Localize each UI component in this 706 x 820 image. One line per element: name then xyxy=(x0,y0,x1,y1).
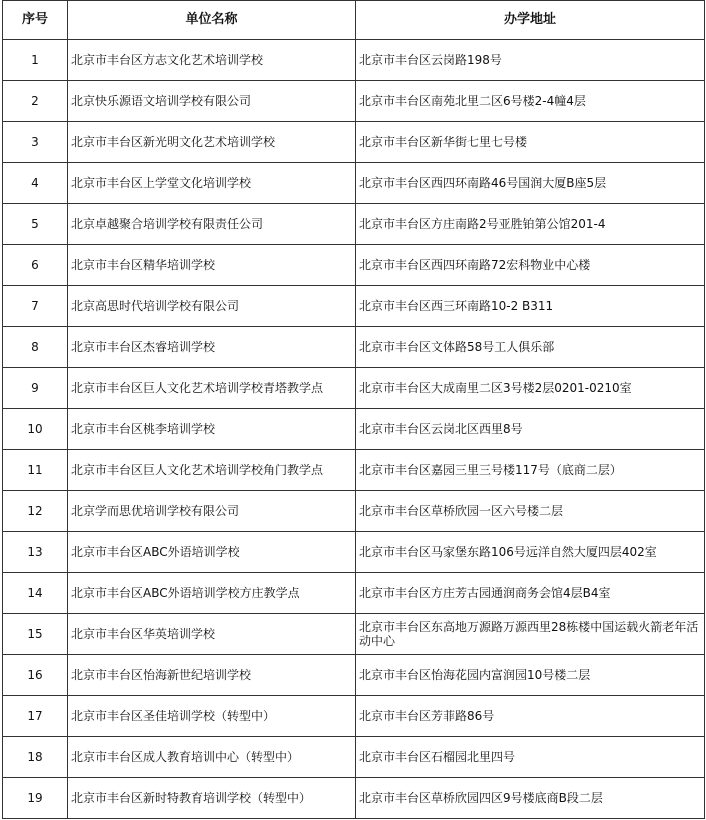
header-name: 单位名称 xyxy=(68,1,356,40)
table-row xyxy=(3,737,705,778)
table-row xyxy=(3,163,705,204)
row-index: 18 xyxy=(3,737,68,778)
school-name: 北京市丰台区ABC外语培训学校 xyxy=(68,532,356,573)
table-row xyxy=(3,409,705,450)
table-row xyxy=(3,696,705,737)
school-name: 北京市丰台区巨人文化艺术培训学校角门教学点 xyxy=(68,450,356,491)
table-row xyxy=(3,450,705,491)
school-name: 北京学而思优培训学校有限公司 xyxy=(68,491,356,532)
table-row xyxy=(3,81,705,122)
school-address: 北京市丰台区草桥欣园一区六号楼二层 xyxy=(356,491,705,532)
school-address: 北京市丰台区云岗北区西里8号 xyxy=(356,409,705,450)
row-index: 5 xyxy=(3,204,68,245)
table-row xyxy=(3,655,705,696)
school-name: 北京市丰台区桃李培训学校 xyxy=(68,409,356,450)
school-address: 北京市丰台区大成南里二区3号楼2层0201-0210室 xyxy=(356,368,705,409)
school-address: 北京市丰台区南苑北里二区6号楼2-4幢4层 xyxy=(356,81,705,122)
school-address: 北京市丰台区嘉园三里三号楼117号（底商二层） xyxy=(356,450,705,491)
table-row xyxy=(3,491,705,532)
school-address: 北京市丰台区西四环南路46号国润大厦B座5层 xyxy=(356,163,705,204)
school-name: 北京市丰台区方志文化艺术培训学校 xyxy=(68,40,356,81)
school-address: 北京市丰台区草桥欣园四区9号楼底商B段二层 xyxy=(356,778,705,819)
school-name: 北京市丰台区新光明文化艺术培训学校 xyxy=(68,122,356,163)
row-index: 7 xyxy=(3,286,68,327)
header-row xyxy=(3,1,705,40)
header-index: 序号 xyxy=(3,1,68,40)
row-index: 13 xyxy=(3,532,68,573)
school-name: 北京市丰台区精华培训学校 xyxy=(68,245,356,286)
school-address: 北京市丰台区石榴园北里四号 xyxy=(356,737,705,778)
row-index: 11 xyxy=(3,450,68,491)
table-row xyxy=(3,204,705,245)
school-address: 北京市丰台区方庄南路2号亚胜铂第公馆201-4 xyxy=(356,204,705,245)
row-index: 19 xyxy=(3,778,68,819)
school-name: 北京市丰台区怡海新世纪培训学校 xyxy=(68,655,356,696)
row-index: 12 xyxy=(3,491,68,532)
row-index: 16 xyxy=(3,655,68,696)
school-address: 北京市丰台区怡海花园内富润园10号楼二层 xyxy=(356,655,705,696)
school-address: 北京市丰台区东高地万源路万源西里28栋楼中国运载火箭老年活动中心 xyxy=(356,614,705,655)
school-name: 北京卓越聚合培训学校有限责任公司 xyxy=(68,204,356,245)
row-index: 2 xyxy=(3,81,68,122)
school-address: 北京市丰台区方庄芳古园通润商务会馆4层B4室 xyxy=(356,573,705,614)
row-index: 8 xyxy=(3,327,68,368)
row-index: 3 xyxy=(3,122,68,163)
school-name: 北京市丰台区新时特教育培训学校（转型中） xyxy=(68,778,356,819)
school-name: 北京高思时代培训学校有限公司 xyxy=(68,286,356,327)
row-index: 6 xyxy=(3,245,68,286)
school-address: 北京市丰台区马家堡东路106号远洋自然大厦四层402室 xyxy=(356,532,705,573)
header-address: 办学地址 xyxy=(356,1,705,40)
school-name: 北京市丰台区成人教育培训中心（转型中） xyxy=(68,737,356,778)
row-index: 14 xyxy=(3,573,68,614)
school-table xyxy=(2,0,705,819)
table-row xyxy=(3,368,705,409)
row-index: 17 xyxy=(3,696,68,737)
school-name: 北京市丰台区上学堂文化培训学校 xyxy=(68,163,356,204)
table-row xyxy=(3,122,705,163)
table-row xyxy=(3,245,705,286)
row-index: 1 xyxy=(3,40,68,81)
row-index: 10 xyxy=(3,409,68,450)
table-row xyxy=(3,778,705,819)
school-address: 北京市丰台区文体路58号工人俱乐部 xyxy=(356,327,705,368)
school-name: 北京市丰台区杰睿培训学校 xyxy=(68,327,356,368)
school-address: 北京市丰台区西四环南路72宏科物业中心楼 xyxy=(356,245,705,286)
table-row xyxy=(3,327,705,368)
row-index: 9 xyxy=(3,368,68,409)
school-name: 北京市丰台区圣佳培训学校（转型中） xyxy=(68,696,356,737)
row-index: 4 xyxy=(3,163,68,204)
row-index: 15 xyxy=(3,614,68,655)
table-body xyxy=(3,40,705,819)
table-row xyxy=(3,614,705,655)
table-row xyxy=(3,573,705,614)
school-name: 北京快乐源语文培训学校有限公司 xyxy=(68,81,356,122)
school-name: 北京市丰台区ABC外语培训学校方庄教学点 xyxy=(68,573,356,614)
school-address: 北京市丰台区云岗路198号 xyxy=(356,40,705,81)
table-row xyxy=(3,286,705,327)
school-name: 北京市丰台区华英培训学校 xyxy=(68,614,356,655)
table-row xyxy=(3,40,705,81)
table-row xyxy=(3,532,705,573)
school-address: 北京市丰台区芳菲路86号 xyxy=(356,696,705,737)
school-address: 北京市丰台区西三环南路10-2 B311 xyxy=(356,286,705,327)
school-name: 北京市丰台区巨人文化艺术培训学校青塔教学点 xyxy=(68,368,356,409)
school-address: 北京市丰台区新华街七里七号楼 xyxy=(356,122,705,163)
